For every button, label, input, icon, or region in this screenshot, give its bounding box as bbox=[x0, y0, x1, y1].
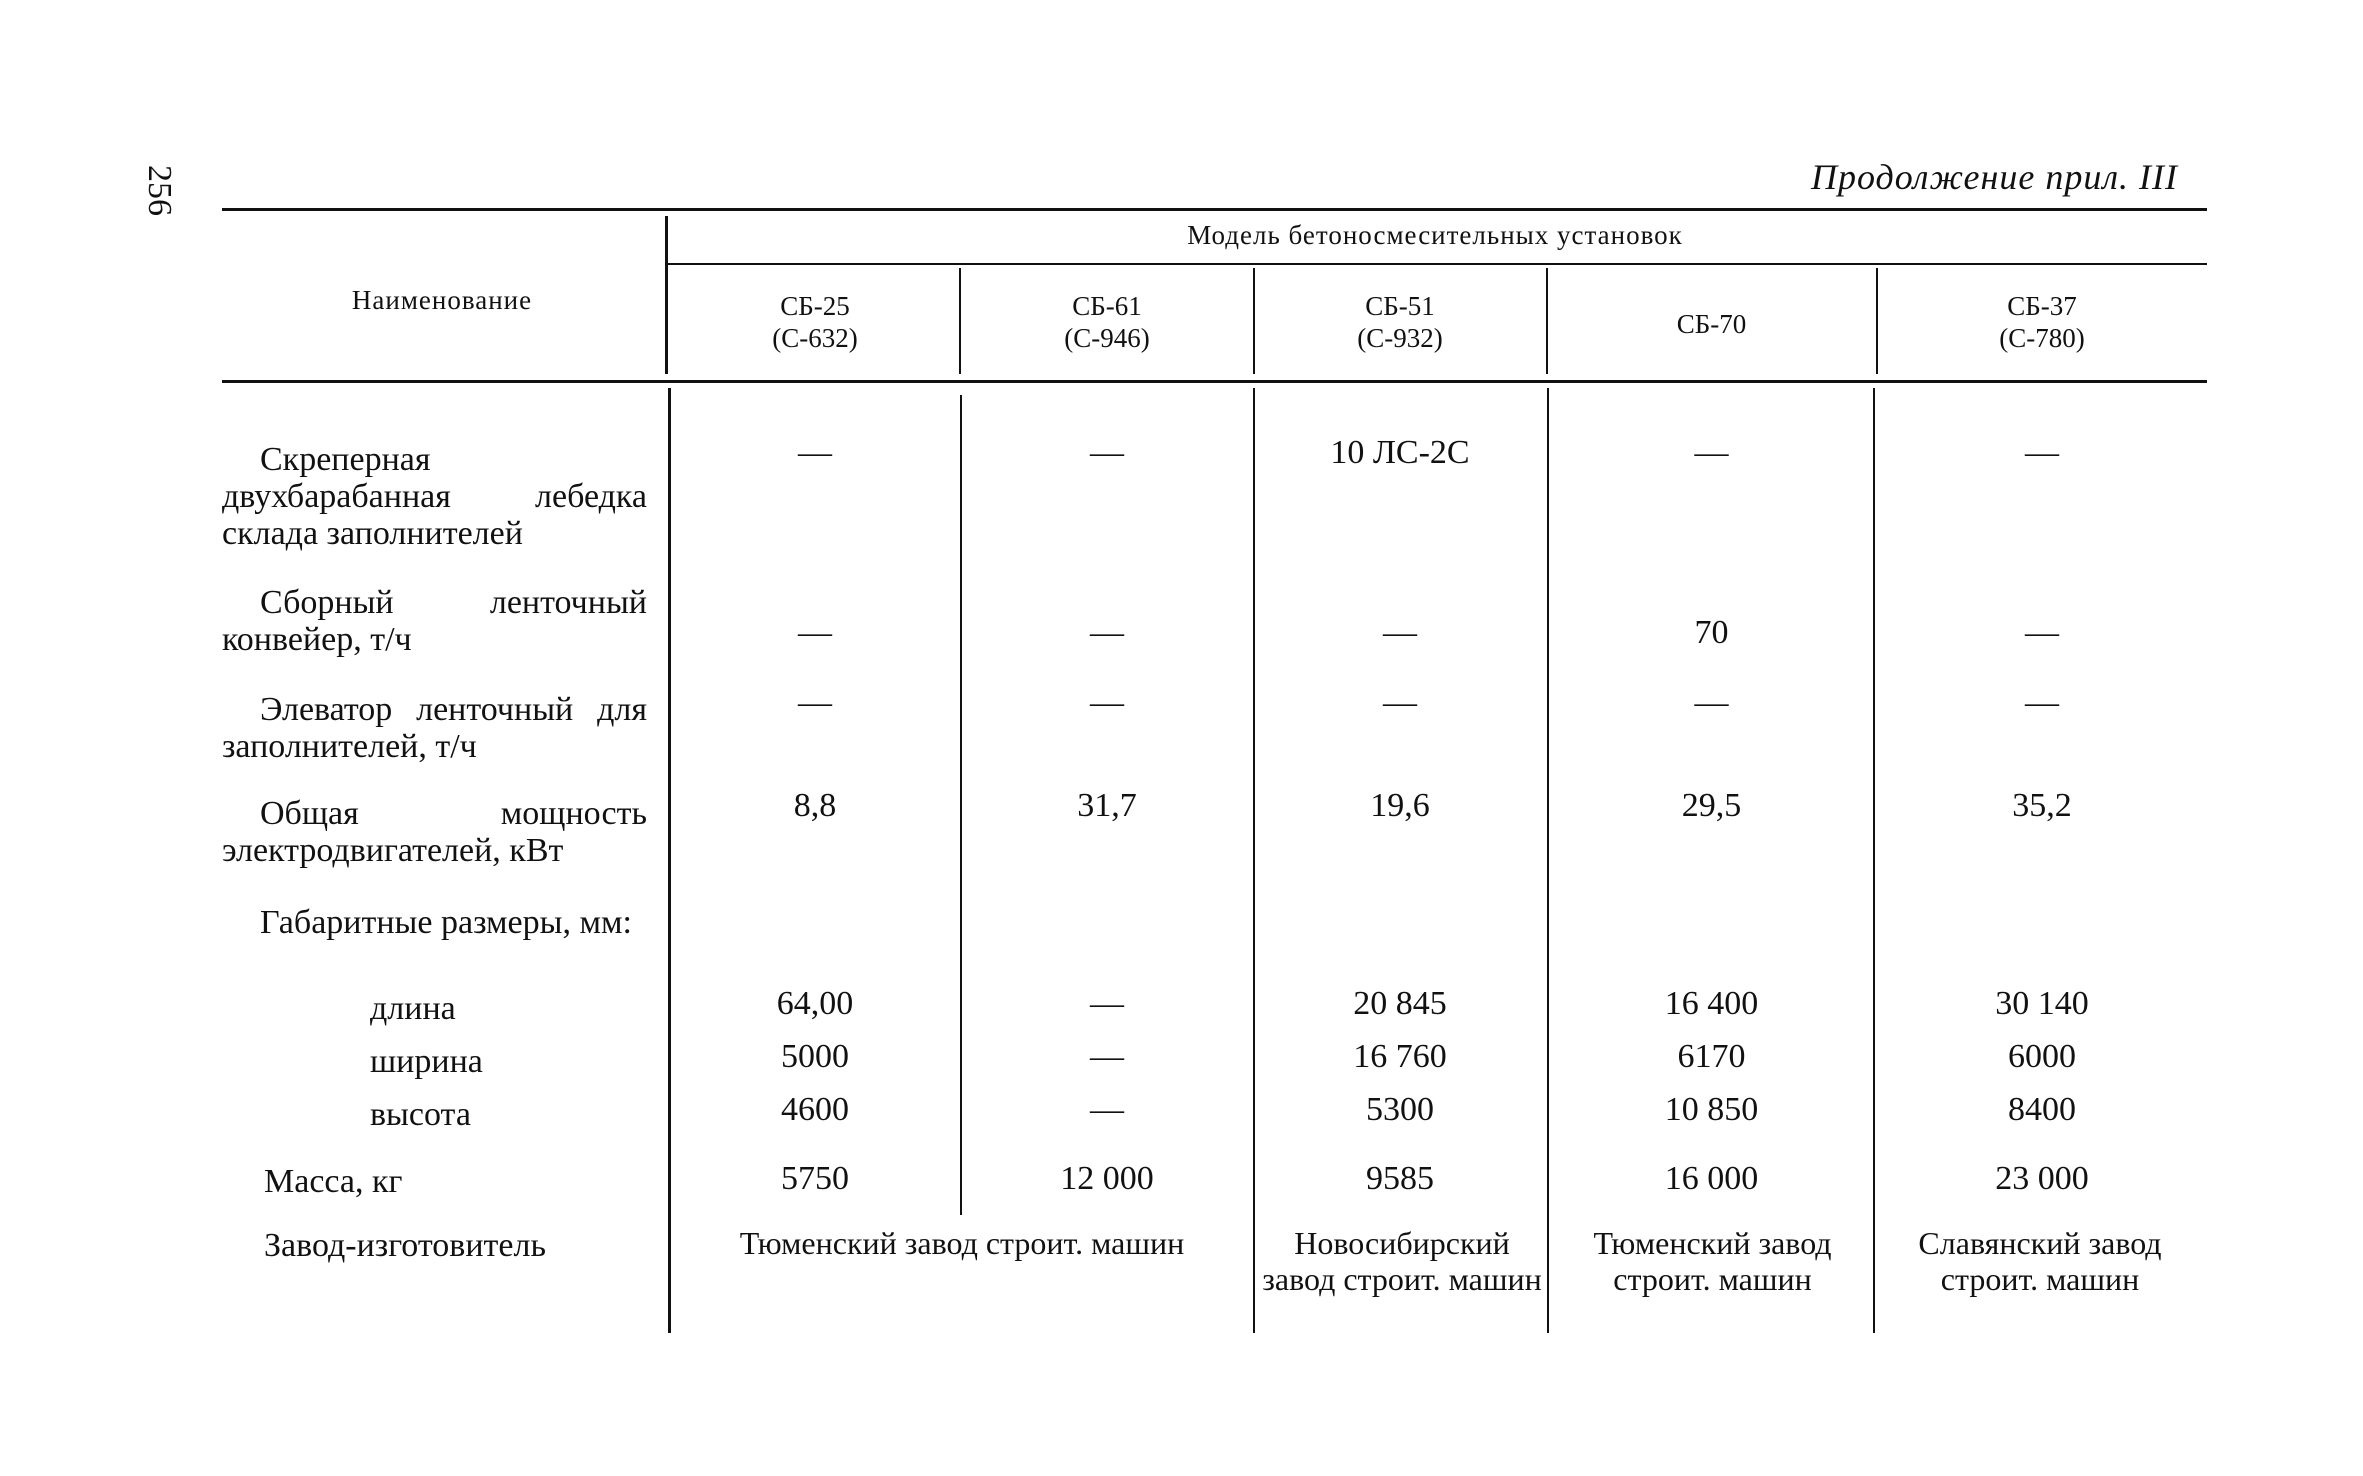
manufacturer-sb51: Новосибирский завод строит. машин bbox=[1262, 1225, 1542, 1297]
height-value-sb61: — bbox=[1090, 1091, 1124, 1128]
elevator-value-sb37: — bbox=[2025, 684, 2059, 721]
mass-value-sb70: 16 000 bbox=[1664, 1160, 1759, 1197]
length-value-sb70: 16 400 bbox=[1664, 985, 1759, 1022]
row-label-mass: Масса, кг bbox=[264, 1163, 403, 1200]
mass-value-sb61: 12 000 bbox=[1060, 1160, 1154, 1197]
row-label-conveyor: Сборный ленточный конвейер, т/ч bbox=[222, 584, 647, 658]
winch-value-sb61: — bbox=[1090, 434, 1124, 471]
row-label-height: высота bbox=[370, 1096, 471, 1133]
elevator-value-sb51: — bbox=[1383, 684, 1417, 721]
winch-value-sb51: 10 ЛС-2С bbox=[1330, 434, 1470, 471]
length-value-sb25: 64,00 bbox=[776, 985, 854, 1022]
power-value-sb25: 8,8 bbox=[793, 787, 837, 824]
height-value-sb25: 4600 bbox=[781, 1091, 849, 1128]
page-number: 256 bbox=[141, 165, 178, 216]
conveyor-value-sb51: — bbox=[1383, 614, 1417, 651]
height-value-sb37: 8400 bbox=[2008, 1091, 2076, 1128]
model-header-sb70: СБ-70 bbox=[1676, 309, 1747, 339]
conveyor-value-sb61: — bbox=[1090, 614, 1124, 651]
row-label-length: длина bbox=[370, 990, 456, 1027]
height-value-sb70: 10 850 bbox=[1664, 1091, 1759, 1128]
model-header-sb37: СБ-37 (С-780) bbox=[1999, 291, 2085, 353]
header-bottom-rule bbox=[222, 380, 2207, 383]
winch-value-sb37: — bbox=[2025, 434, 2059, 471]
mass-value-sb25: 5750 bbox=[781, 1160, 849, 1197]
model-header-sb25: СБ-25 (С-632) bbox=[772, 291, 858, 353]
power-value-sb37: 35,2 bbox=[2012, 787, 2072, 824]
mass-value-sb37: 23 000 bbox=[1995, 1160, 2089, 1197]
row-label-elevator: Элеватор ленточный для заполнителей, т/ч bbox=[222, 691, 647, 765]
row-label-power: Общая мощность электродвигателей, кВт bbox=[222, 795, 647, 869]
winch-value-sb70: — bbox=[1694, 434, 1729, 471]
conveyor-value-sb37: — bbox=[2025, 614, 2059, 651]
row-label-winch: Скреперная двухбарабанная лебедка склада заполнителей bbox=[222, 441, 647, 552]
elevator-value-sb25: — bbox=[798, 684, 832, 721]
elevator-value-sb61: — bbox=[1090, 684, 1124, 721]
elevator-value-sb70: — bbox=[1694, 684, 1729, 721]
width-value-sb25: 5000 bbox=[781, 1038, 849, 1075]
conveyor-value-sb25: — bbox=[798, 614, 832, 651]
model-header-sb51: СБ-51 (С-932) bbox=[1357, 291, 1443, 353]
length-value-sb37: 30 140 bbox=[1995, 985, 2089, 1022]
mass-value-sb51: 9585 bbox=[1366, 1160, 1434, 1197]
manufacturer-sb70: Тюменский завод строит. машин bbox=[1593, 1225, 1832, 1297]
width-value-sb51: 16 760 bbox=[1353, 1038, 1447, 1075]
width-value-sb37: 6000 bbox=[2008, 1038, 2076, 1075]
continuation-note: Продолжение прил. III bbox=[1810, 157, 2178, 197]
row-label-manufacturer: Завод-изготовитель bbox=[264, 1227, 546, 1264]
manufacturer-sb25-sb61: Тюменский завод строит. машин bbox=[739, 1225, 1185, 1261]
length-value-sb51: 20 845 bbox=[1353, 985, 1447, 1022]
model-header-sb61: СБ-61 (С-946) bbox=[1064, 291, 1150, 353]
height-value-sb51: 5300 bbox=[1366, 1091, 1434, 1128]
length-value-sb61: — bbox=[1090, 985, 1124, 1022]
manufacturer-sb37: Славянский завод строит. машин bbox=[1918, 1225, 2162, 1297]
conveyor-value-sb70: 70 bbox=[1694, 614, 1729, 651]
model-group-rule bbox=[667, 263, 2207, 265]
power-value-sb70: 29,5 bbox=[1681, 787, 1742, 824]
table-top-rule bbox=[222, 208, 2207, 211]
row-label-dimensions: Габаритные размеры, мм: bbox=[260, 904, 632, 941]
row-label-width: ширина bbox=[370, 1043, 483, 1080]
winch-value-sb25: — bbox=[798, 434, 832, 471]
power-value-sb51: 19,6 bbox=[1370, 787, 1430, 824]
model-divider-3-header bbox=[1546, 268, 1548, 374]
model-group-header: Модель бетоносмесительных установок bbox=[1187, 220, 1683, 250]
width-value-sb70: 6170 bbox=[1677, 1038, 1746, 1075]
name-column-header: Наименование bbox=[351, 285, 533, 315]
width-value-sb61: — bbox=[1090, 1038, 1124, 1075]
power-value-sb61: 31,7 bbox=[1077, 787, 1137, 824]
